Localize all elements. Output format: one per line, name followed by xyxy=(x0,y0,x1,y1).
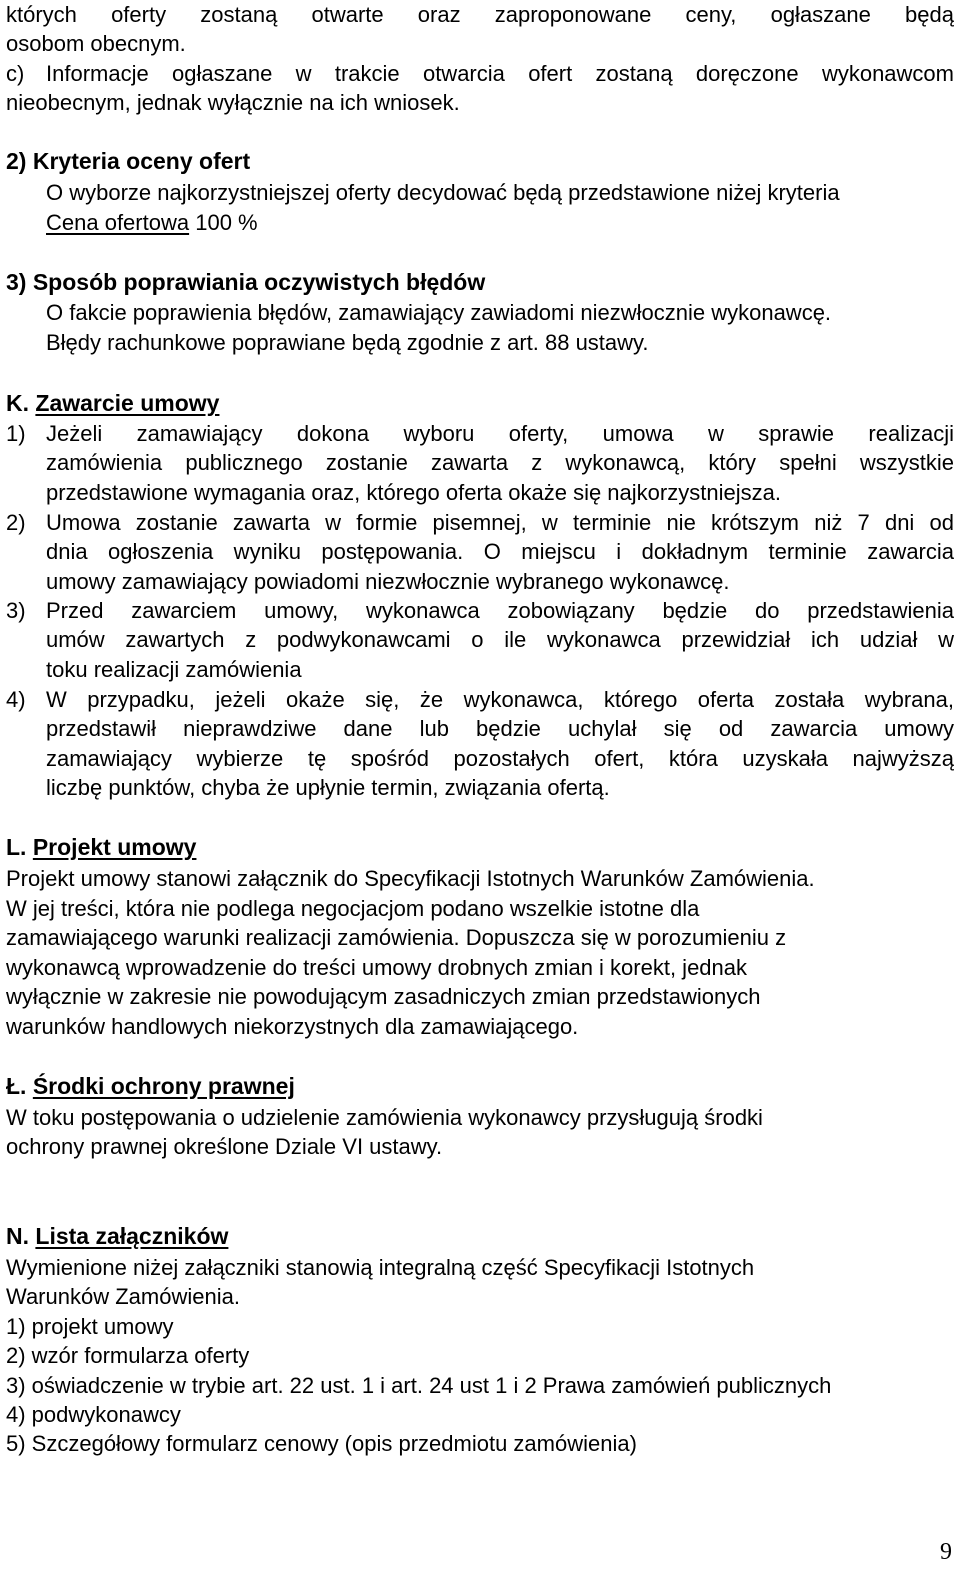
attachment-item: 1) projekt umowy xyxy=(6,1314,174,1339)
criteria-text: O wyborze najkorzystniejszej oferty decydować będą przedstawione niżej kryteria xyxy=(46,180,840,205)
section-title: Zawarcie umowy xyxy=(35,390,220,416)
list-number: 3) xyxy=(6,598,26,623)
section-l-heading xyxy=(6,833,196,862)
attachment-item: 4) podwykonawcy xyxy=(6,1402,181,1427)
list-item-line: W przypadku, jeżeli okaże się, że wykonawca, którego oferta została wybrana, xyxy=(46,687,954,712)
errors-text: Błędy rachunkowe poprawiane będą zgodnie z art. 88 ustawy. xyxy=(46,330,649,355)
list-item-line: Umowa zostanie zawarta w formie pisemnej, w terminie nie krótszym niż 7 dni od xyxy=(46,510,954,535)
section-title: Lista załączników xyxy=(35,1223,229,1249)
errors-text: O fakcie poprawienia błędów, zamawiający zawiadomi niezwłocznie wykonawcę. xyxy=(46,300,832,325)
paragraph-line: wykonawcą wprowadzenie do treści umowy drobnych zmian i korekt, jednak xyxy=(6,955,748,980)
price-value: 100 % xyxy=(195,210,258,235)
list-number: 2) xyxy=(6,510,26,535)
paragraph-line: W jej treści, która nie podlega negocjacjom podano wszelkie istotne dla xyxy=(6,896,700,921)
section-title: Projekt umowy xyxy=(32,834,197,860)
paragraph-line: W toku postępowania o udzielenie zamówienia wykonawcy przysługują środki xyxy=(6,1105,763,1130)
paragraph-line: Wymienione niżej załączniki stanowią integralną część Specyfikacji Istotnych xyxy=(6,1255,755,1280)
section-n-heading xyxy=(6,1222,228,1251)
section-letter: N. xyxy=(6,1223,29,1249)
section-title: Środki ochrony prawnej xyxy=(32,1073,295,1099)
list-item-line: umów zawartych z podwykonawcami o ile wykonawca przewidział ich udział w xyxy=(46,627,954,652)
section-k-heading xyxy=(6,389,219,418)
paragraph-line: Warunków Zamówienia. xyxy=(6,1284,240,1309)
paragraph-line: zamawiającego warunki realizacji zamówienia. Dopuszcza się w porozumieniu z xyxy=(6,925,787,950)
intro-c-line: nieobecnym, jednak wyłącznie na ich wniosek. xyxy=(6,90,460,115)
list-item-line: liczbę punktów, chyba że upłynie termin, związania ofertą. xyxy=(46,775,610,800)
list-marker: c) xyxy=(6,61,25,86)
section-heading: 2) Kryteria oceny ofert xyxy=(6,148,251,174)
section-letter: K. xyxy=(6,390,29,416)
intro-line: których oferty zostaną otwarte oraz zaproponowane ceny, ogłaszane będą xyxy=(6,2,954,27)
paragraph-line: wyłącznie w zakresie nie powodującym zasadniczych zmian przedstawionych xyxy=(6,984,761,1009)
list-item-line: przedstawił nieprawdziwe dane lub będzie uchylał się od zawarcia umowy xyxy=(46,716,954,741)
list-item-line: umowy zamawiający powiadomi niezwłocznie wybranego wykonawcę. xyxy=(46,569,730,594)
attachment-item: 3) oświadczenie w trybie art. 22 ust. 1 i art. 24 ust 1 i 2 Prawa zamówień publicznych xyxy=(6,1373,832,1398)
attachment-item: 2) wzór formularza oferty xyxy=(6,1343,250,1368)
list-item-line: Jeżeli zamawiający dokona wyboru oferty, umowa w sprawie realizacji xyxy=(46,421,954,446)
list-item-line: zamawiający wybierze tę spośród pozostałych ofert, która uzyskała najwyższą xyxy=(46,746,954,771)
list-item-line: Przed zawarciem umowy, wykonawca zobowiązany będzie do przedstawienia xyxy=(46,598,954,623)
page-number: 9 xyxy=(940,1539,952,1565)
attachment-item: 5) Szczegółowy formularz cenowy (opis przedmiotu zamówienia) xyxy=(6,1431,637,1456)
price-label: Cena ofertowa xyxy=(46,210,190,235)
list-number: 4) xyxy=(6,687,26,712)
section-l2-heading xyxy=(6,1072,295,1101)
list-item-line: przedstawione wymagania oraz, którego oferta okaże się najkorzystniejsza. xyxy=(46,480,781,505)
paragraph-line: Projekt umowy stanowi załącznik do Specyfikacji Istotnych Warunków Zamówienia. xyxy=(6,866,815,891)
criteria-price xyxy=(46,208,258,237)
list-item-line: toku realizacji zamówienia xyxy=(46,657,302,682)
section-letter: Ł. xyxy=(6,1073,27,1099)
list-item-line: zamówienia publicznego zostanie zawarta z wykonawcą, który spełni wszystkie xyxy=(46,450,954,475)
paragraph-line: ochrony prawnej określone Dziale VI ustawy. xyxy=(6,1134,443,1159)
intro-c-line: Informacje ogłaszane w trakcie otwarcia ofert zostaną doręczone wykonawcom xyxy=(46,61,954,86)
section-letter: L. xyxy=(6,834,27,860)
list-item-line: dnia ogłoszenia wyniku postępowania. O miejscu i dokładnym terminie zawarcia xyxy=(46,539,954,564)
paragraph-line: warunków handlowych niekorzystnych dla zamawiającego. xyxy=(6,1014,579,1039)
intro-line: osobom obecnym. xyxy=(6,31,186,56)
list-number: 1) xyxy=(6,421,26,446)
section-heading: 3) Sposób poprawiania oczywistych błędów xyxy=(6,269,486,295)
